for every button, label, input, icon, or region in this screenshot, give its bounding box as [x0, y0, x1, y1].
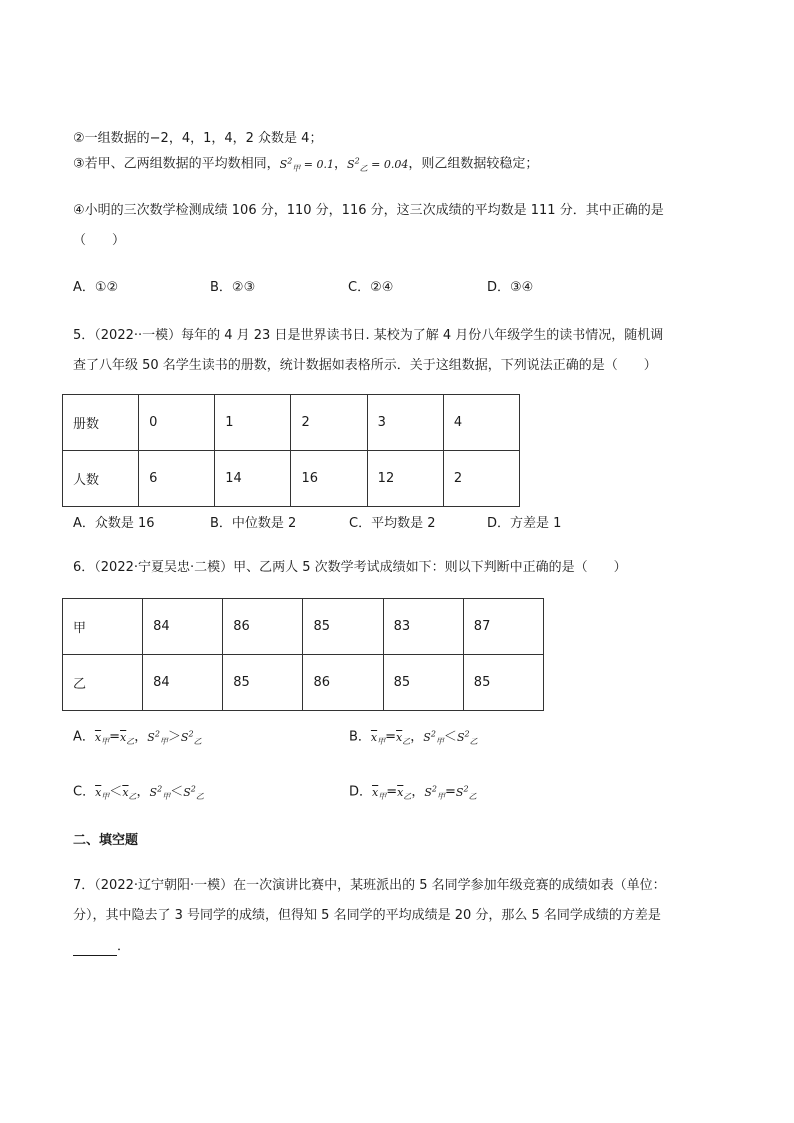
relation: ＜ — [109, 784, 123, 800]
relation: = — [445, 784, 456, 800]
q4-option-b: B．②③ — [210, 280, 256, 295]
q5-option-a: A．众数是 16 — [73, 516, 155, 531]
q6-option-c: C．$\overline{x}_甲<\overline{x}_乙$，$S^2_甲<S^2_乙$ — [73, 784, 204, 801]
q5-option-d: D．方差是 1 — [487, 516, 562, 531]
statement-3: ③若甲、乙两组数据的平均数相同，$S^2_甲 = 0.1$，$S^2_乙 = 0.04$，则乙组数据较稳定； — [73, 156, 539, 173]
statement-4: ④小明的三次数学检测成绩 106 分，110 分，116 分，这三次成绩的平均数是 111 分．其中正确的是 — [73, 203, 664, 218]
relation: ＜ — [170, 784, 184, 800]
q7-line1: 7．（2022·辽宁朝阳·一模）在一次演讲比赛中，某班派出的 5 名同学参加年级竞赛的成绩如表（单位： — [73, 878, 666, 893]
relation: = — [109, 729, 121, 745]
q5-option-c: C．平均数是 2 — [349, 516, 436, 531]
variance-symbol: $S^2_甲$ — [149, 784, 171, 801]
variance-symbol: $S^2_乙$ — [180, 729, 202, 746]
option-letter: A． — [73, 729, 95, 745]
q6-option-b: B．$\overline{x}_甲=\overline{x}_乙$，$S^2_甲<S^2_乙$ — [349, 729, 478, 746]
answer-blank[interactable] — [73, 943, 117, 956]
q4-option-d: D．③④ — [487, 280, 534, 295]
section-fill-in: 二、填空题 — [73, 833, 139, 848]
variance-symbol: $S^2_甲$ — [424, 784, 446, 801]
x-bar-symbol: $\overline{x}_乙$ — [122, 785, 137, 801]
q6-line1: 6．（2022·宁夏吴忠·二模）甲、乙两人 5 次数学考试成绩如下：则以下判断中正确的是（ ） — [73, 560, 627, 575]
x-bar-symbol: $\overline{x}_甲$ — [370, 730, 386, 746]
q7-line3: ． — [73, 938, 130, 956]
table-row: 册数 0 1 2 3 4 — [63, 395, 520, 451]
variance-jia: $S^2_甲 = 0.1$ — [279, 156, 335, 173]
relation: ＞ — [167, 729, 181, 745]
q4-option-c: C．②④ — [348, 280, 394, 295]
q7-line2: 分），其中隐去了 3 号同学的成绩，但得知 5 名同学的平均成绩是 20 分，那么 5 名同学成绩的方差是 — [73, 908, 661, 923]
x-bar-symbol: $\overline{x}_甲$ — [372, 785, 387, 801]
x-bar-symbol: $\overline{x}_乙$ — [396, 730, 411, 746]
statement-4-paren: （ ） — [73, 233, 126, 248]
q6-option-a: A．$\overline{x}_甲=\overline{x}_乙$，$S^2_甲>S^2_乙$ — [73, 729, 202, 746]
x-bar-symbol: $\overline{x}_乙$ — [120, 730, 135, 746]
q6-table — [62, 598, 544, 711]
x-bar-symbol: $\overline{x}_乙$ — [397, 785, 412, 801]
statement-2: ②一组数据的−2，4，1，4，2 众数是 4； — [73, 131, 323, 146]
q5-option-b: B．中位数是 2 — [210, 516, 297, 531]
variance-symbol: $S^2_乙$ — [456, 729, 478, 746]
variance-symbol: $S^2_乙$ — [455, 784, 477, 801]
variance-symbol: $S^2_乙$ — [183, 784, 204, 801]
table-row: 人数 6 14 16 12 2 — [63, 451, 520, 507]
relation: ＜ — [443, 729, 457, 745]
option-letter: D． — [349, 784, 373, 800]
option-letter: B． — [349, 729, 371, 745]
q5-line2: 查了八年级 50 名学生读书的册数，统计数据如表格所示．关于这组数据，下列说法正确的是（ ） — [73, 358, 657, 373]
q4-option-a: A．①② — [73, 280, 119, 295]
table-row: 乙 84 85 86 85 85 — [63, 655, 544, 711]
x-bar-symbol: $\overline{x}_甲$ — [94, 730, 110, 746]
variance-symbol: $S^2_甲$ — [423, 729, 444, 746]
variance-symbol: $S^2_甲$ — [147, 729, 168, 746]
relation: = — [385, 729, 397, 745]
option-letter: C． — [73, 784, 96, 800]
x-bar-symbol: $\overline{x}_甲$ — [95, 785, 110, 801]
q5-line1: 5．（2022··一模）每年的 4 月 23 日是世界读书日. 某校为了解 4 月份八年级学生的读书情况，随机调 — [73, 328, 664, 343]
q6-option-d: D．$\overline{x}_甲=\overline{x}_乙$，$S^2_甲=S^2_乙$ — [349, 784, 477, 801]
table-row: 甲 84 86 85 83 87 — [63, 599, 544, 655]
q5-table — [62, 394, 520, 507]
variance-yi: $S^2_乙 = 0.04$ — [347, 156, 409, 173]
relation: = — [386, 784, 398, 800]
